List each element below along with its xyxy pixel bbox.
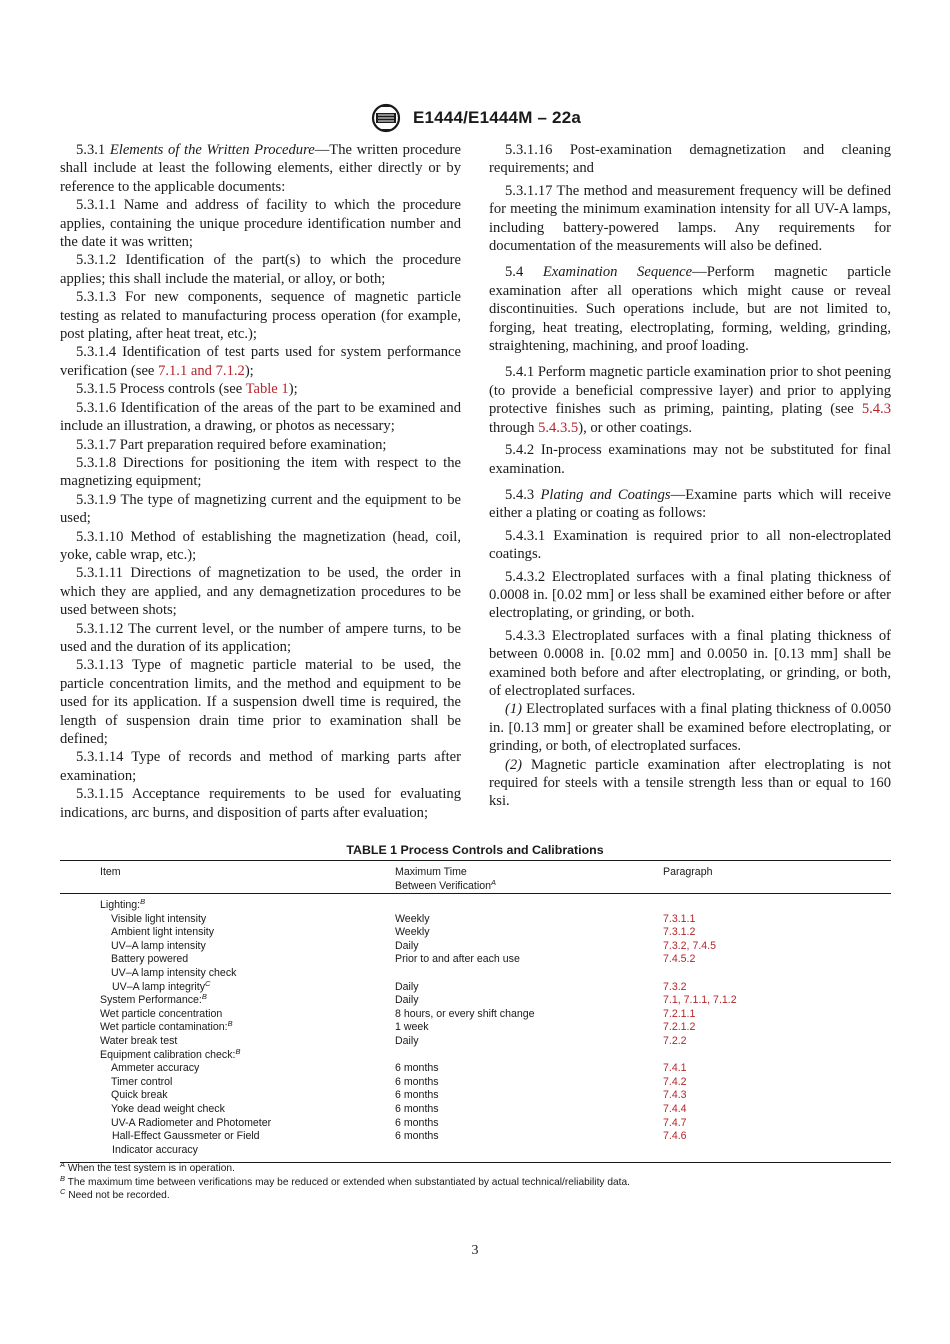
cell-paragraph-link[interactable]: 7.4.7: [663, 1116, 687, 1129]
cell-paragraph-link[interactable]: 7.3.1.1: [663, 912, 696, 925]
table-row: [60, 1089, 891, 1103]
paragraph-5-4-3: 5.4.3 Plating and Coatings—Examine parts which will receive either a plating or coating as follows:: [489, 486, 891, 522]
paragraph-5-3-1-9: 5.3.1.9 The type of magnetizing current and the equipment to be used;: [60, 491, 461, 527]
cell-item: Yoke dead weight check: [111, 1102, 225, 1115]
table-row: [60, 1130, 891, 1144]
cell-max-time: Prior to and after each use: [395, 953, 520, 966]
cell-item: UV–A lamp intensity check: [111, 966, 237, 979]
cell-item: Visible light intensity: [111, 912, 207, 925]
cell-max-time: Daily: [395, 939, 419, 952]
column-header-item: Item: [100, 866, 121, 878]
cell-paragraph-link[interactable]: 7.3.2, 7.4.5: [663, 939, 717, 952]
cell-paragraph-link[interactable]: 7.4.1: [663, 1062, 687, 1075]
table-header: [60, 861, 891, 893]
cell-max-time: Daily: [395, 994, 419, 1007]
footnote: $^A$ When the test system is in operation.: [60, 1160, 235, 1174]
cell-max-time: Weekly: [395, 926, 430, 939]
paragraph-5-3-1-7: 5.3.1.7 Part preparation required before examination;: [76, 436, 387, 453]
table-title: TABLE 1 Process Controls and Calibrations: [346, 843, 604, 857]
table-row: [60, 1103, 891, 1117]
paragraph-5-4-3-3: 5.4.3.3 Electroplated surfaces with a final plating thickness of between 0.0008 in. [0.02 mm] and 0.0050 in. [0.13 mm] shall be examined both before and after electroplating, or grinding, or both, of electroplated surfaces.: [489, 627, 891, 699]
cell-item: Lighting:$^B$: [100, 897, 146, 911]
document-id: E1444/E1444M – 22a: [412, 108, 582, 127]
paragraph-5-3-1-14: 5.3.1.14 Type of records and method of marking parts after examination;: [60, 749, 461, 784]
reference-link[interactable]: 7.1.1 and 7.1.2: [158, 362, 245, 379]
cell-item: Ambient light intensity: [111, 926, 215, 939]
table-row: [60, 1117, 891, 1131]
section-title: Elements of the Written Procedure: [109, 142, 315, 158]
cell-item: Battery powered: [111, 953, 189, 966]
table-body: [60, 894, 891, 1162]
table-row: [60, 1144, 891, 1158]
cell-item: System Performance:$^B$: [100, 992, 207, 1007]
cell-item: Quick break: [111, 1089, 168, 1102]
cell-item: UV-A Radiometer and Photometer: [111, 1116, 272, 1129]
column-header-max-time: Maximum Time Between Verification$^A$: [395, 866, 497, 892]
paragraph-5-3-1-8: 5.3.1.8 Directions for positioning the item with respect to the magnetizing equipment;: [60, 454, 461, 490]
cell-max-time: Daily: [395, 980, 419, 993]
cell-item: Ammeter accuracy: [111, 1062, 200, 1075]
table-footnotes: [60, 1162, 891, 1203]
cell-paragraph-link[interactable]: 7.4.2: [663, 1075, 687, 1088]
process-controls-table: [60, 860, 891, 1163]
cell-paragraph-link[interactable]: 7.1, 7.1.1, 7.1.2: [663, 994, 737, 1007]
cell-paragraph-link[interactable]: 7.2.1.2: [663, 1021, 696, 1034]
cell-item: UV–A lamp intensity: [111, 939, 206, 952]
paragraph-5-3-1-13: 5.3.1.13 Type of magnetic particle material to be used, the particle concentration limits, and the method and equipment to be used for its application. If a suspension dwell time is required, the length of suspension drain time prior to examination shall be defined;: [60, 657, 461, 747]
cell-max-time: 6 months: [395, 1116, 439, 1129]
section-title: Examination Sequence: [542, 264, 693, 281]
reference-link[interactable]: 5.4.3: [861, 401, 891, 418]
paragraph-5-4-1: 5.4.1 Perform magnetic particle examination prior to shot peening (to provide a beneficial compressive layer) and prior to applying protective finishes such as priming, painting, plating (see 5.4.3 through 5.4.3.5), or other coatings.: [489, 364, 891, 436]
cell-item: Wet particle contamination:$^B$: [100, 1019, 233, 1034]
page-number: 3: [471, 1243, 479, 1258]
reference-link[interactable]: 5.4.3.5: [538, 419, 579, 436]
cell-item: Equipment calibration check:$^B$: [100, 1046, 241, 1061]
table-row: [60, 1021, 891, 1035]
paragraph-5-3-1-16: 5.3.1.16 Post-examination demagnetization and cleaning requirements; and: [489, 142, 891, 177]
paragraph-5-3-1: 5.3.1 Elements of the Written Procedure—The written procedure shall include at least the following elements, either directly or by reference to the applicable documents:: [60, 142, 461, 195]
reference-link[interactable]: Table 1: [245, 381, 289, 398]
table-row: [60, 913, 891, 927]
right-column: [489, 141, 891, 811]
table-row: [60, 978, 891, 995]
cell-paragraph-link[interactable]: 7.4.4: [663, 1102, 687, 1115]
cell-item: Hall-Effect Gaussmeter or Field: [112, 1130, 260, 1143]
cell-item: UV–A lamp integrity$^C$: [112, 978, 211, 993]
cell-item: Wet particle concentration: [100, 1007, 223, 1020]
table-row: [60, 1046, 891, 1063]
paragraph-5-4: 5.4 Examination Sequence—Perform magnetic particle examination after all operations which might cause or reveal discontinuities. Such operations include, but are not limited to, forging, heat treating, electroplating, forming, welding, grinding, straightening, machining, and proof loading.: [489, 264, 891, 355]
cell-max-time: Daily: [395, 1034, 419, 1047]
page-header: [0, 103, 950, 133]
cell-paragraph-link[interactable]: 7.2.2: [663, 1034, 687, 1047]
subparagraph-1: (1) Electroplated surfaces with a final plating thickness of 0.0050 in. [0.13 mm] or greater shall be examined before electroplating, or grinding, or both, of electroplated surfaces.: [489, 701, 891, 755]
cell-paragraph-link[interactable]: 7.4.3: [663, 1089, 687, 1102]
cell-max-time: Weekly: [395, 912, 430, 925]
cell-max-time: 6 months: [395, 1062, 439, 1075]
table-row: [60, 940, 891, 954]
table-row: [60, 953, 891, 967]
paragraph-5-3-1-3: 5.3.1.3 For new components, sequence of magnetic particle testing as related to manufacturing process operation (for example, post plating, after heat treat, etc.);: [60, 289, 461, 343]
footnote: $^B$ The maximum time between verifications may be reduced or extended when substantiated by actual technical/reliability data.: [60, 1173, 630, 1188]
cell-paragraph-link[interactable]: 7.3.2: [663, 980, 687, 993]
astm-logo-icon: [369, 103, 403, 133]
paragraph-5-4-3-2: 5.4.3.2 Electroplated surfaces with a final plating thickness of 0.0008 in. [0.02 mm] or less shall be examined either before or after electroplating, or grinding, or both.: [489, 568, 891, 622]
cell-paragraph-link[interactable]: 7.2.1.1: [663, 1007, 696, 1020]
paragraph-5-3-1-4: 5.3.1.4 Identification of test parts used for system performance verification (see 7.1.1 and 7.1.2);: [60, 344, 461, 379]
table-row: [60, 1008, 891, 1022]
paragraph-5-4-3-1: 5.4.3.1 Examination is required prior to all non-electroplated coatings.: [489, 527, 891, 563]
cell-max-time: 6 months: [395, 1089, 439, 1102]
paragraph-5-3-1-10: 5.3.1.10 Method of establishing the magnetization (head, coil, yoke, cable wrap, etc.);: [60, 528, 461, 563]
cell-paragraph-link[interactable]: 7.4.6: [663, 1130, 687, 1143]
paragraph-5-3-1-5: 5.3.1.5 Process controls (see Table 1);: [76, 381, 298, 398]
table-row: [60, 994, 891, 1008]
cell-max-time: 6 months: [395, 1130, 439, 1143]
footnote: $^C$ Need not be recorded.: [60, 1187, 170, 1202]
paragraph-5-4-2: 5.4.2 In-process examinations may not be substituted for final examination.: [489, 442, 892, 477]
column-header-paragraph: Paragraph: [663, 866, 713, 878]
cell-max-time: 6 months: [395, 1102, 439, 1115]
paragraph-5-3-1-1: 5.3.1.1 Name and address of facility to which the procedure applies, containing the unique procedure identification number and the date it was written;: [60, 197, 462, 251]
section-title: Plating and Coatings: [540, 486, 671, 503]
table-row: [60, 1062, 891, 1076]
cell-max-time: 1 week: [395, 1021, 429, 1034]
cell-paragraph-link[interactable]: 7.3.1.2: [663, 926, 696, 939]
table-row: [60, 1035, 891, 1049]
subparagraph-2: (2) Magnetic particle examination after electroplating is not required for steels with a tensile strength less than or equal to 160 ksi.: [489, 756, 891, 810]
table-row: [60, 967, 891, 981]
paragraph-5-3-1-6: 5.3.1.6 Identification of the areas of the part to be examined and include an illustration, a drawing, or photos as necessary;: [60, 399, 461, 435]
cell-paragraph-link[interactable]: 7.4.5.2: [663, 953, 696, 966]
cell-item: Indicator accuracy: [112, 1143, 198, 1156]
table-row: [60, 1076, 891, 1090]
cell-item: Water break test: [100, 1034, 178, 1047]
paragraph-5-3-1-2: 5.3.1.2 Identification of the part(s) to which the procedure applies; this shall include the material, or alloy, or both;: [60, 252, 461, 287]
paragraph-5-3-1-17: 5.3.1.17 The method and measurement frequency will be defined for meeting the minimum examination intensity for all UV-A lamps, including battery-powered lamps. Any requirements for documentation of the measurements will also be defined.: [489, 182, 892, 255]
paragraph-5-3-1-11: 5.3.1.11 Directions of magnetization to be used, the order in which they are applied, and any demagnetization procedures to be used between shots;: [60, 565, 461, 619]
cell-max-time: 8 hours, or every shift change: [395, 1007, 535, 1020]
table-row: [60, 926, 891, 940]
table-row: [60, 899, 891, 913]
paragraph-5-3-1-12: 5.3.1.12 The current level, or the number of ampere turns, to be used and the duration of its application;: [60, 620, 461, 655]
cell-max-time: 6 months: [395, 1075, 439, 1088]
cell-item: Timer control: [111, 1075, 173, 1088]
left-column: [60, 141, 461, 822]
paragraph-5-3-1-15: 5.3.1.15 Acceptance requirements to be used for evaluating indications, arc burns, and disposition of parts after evaluation;: [60, 786, 461, 821]
